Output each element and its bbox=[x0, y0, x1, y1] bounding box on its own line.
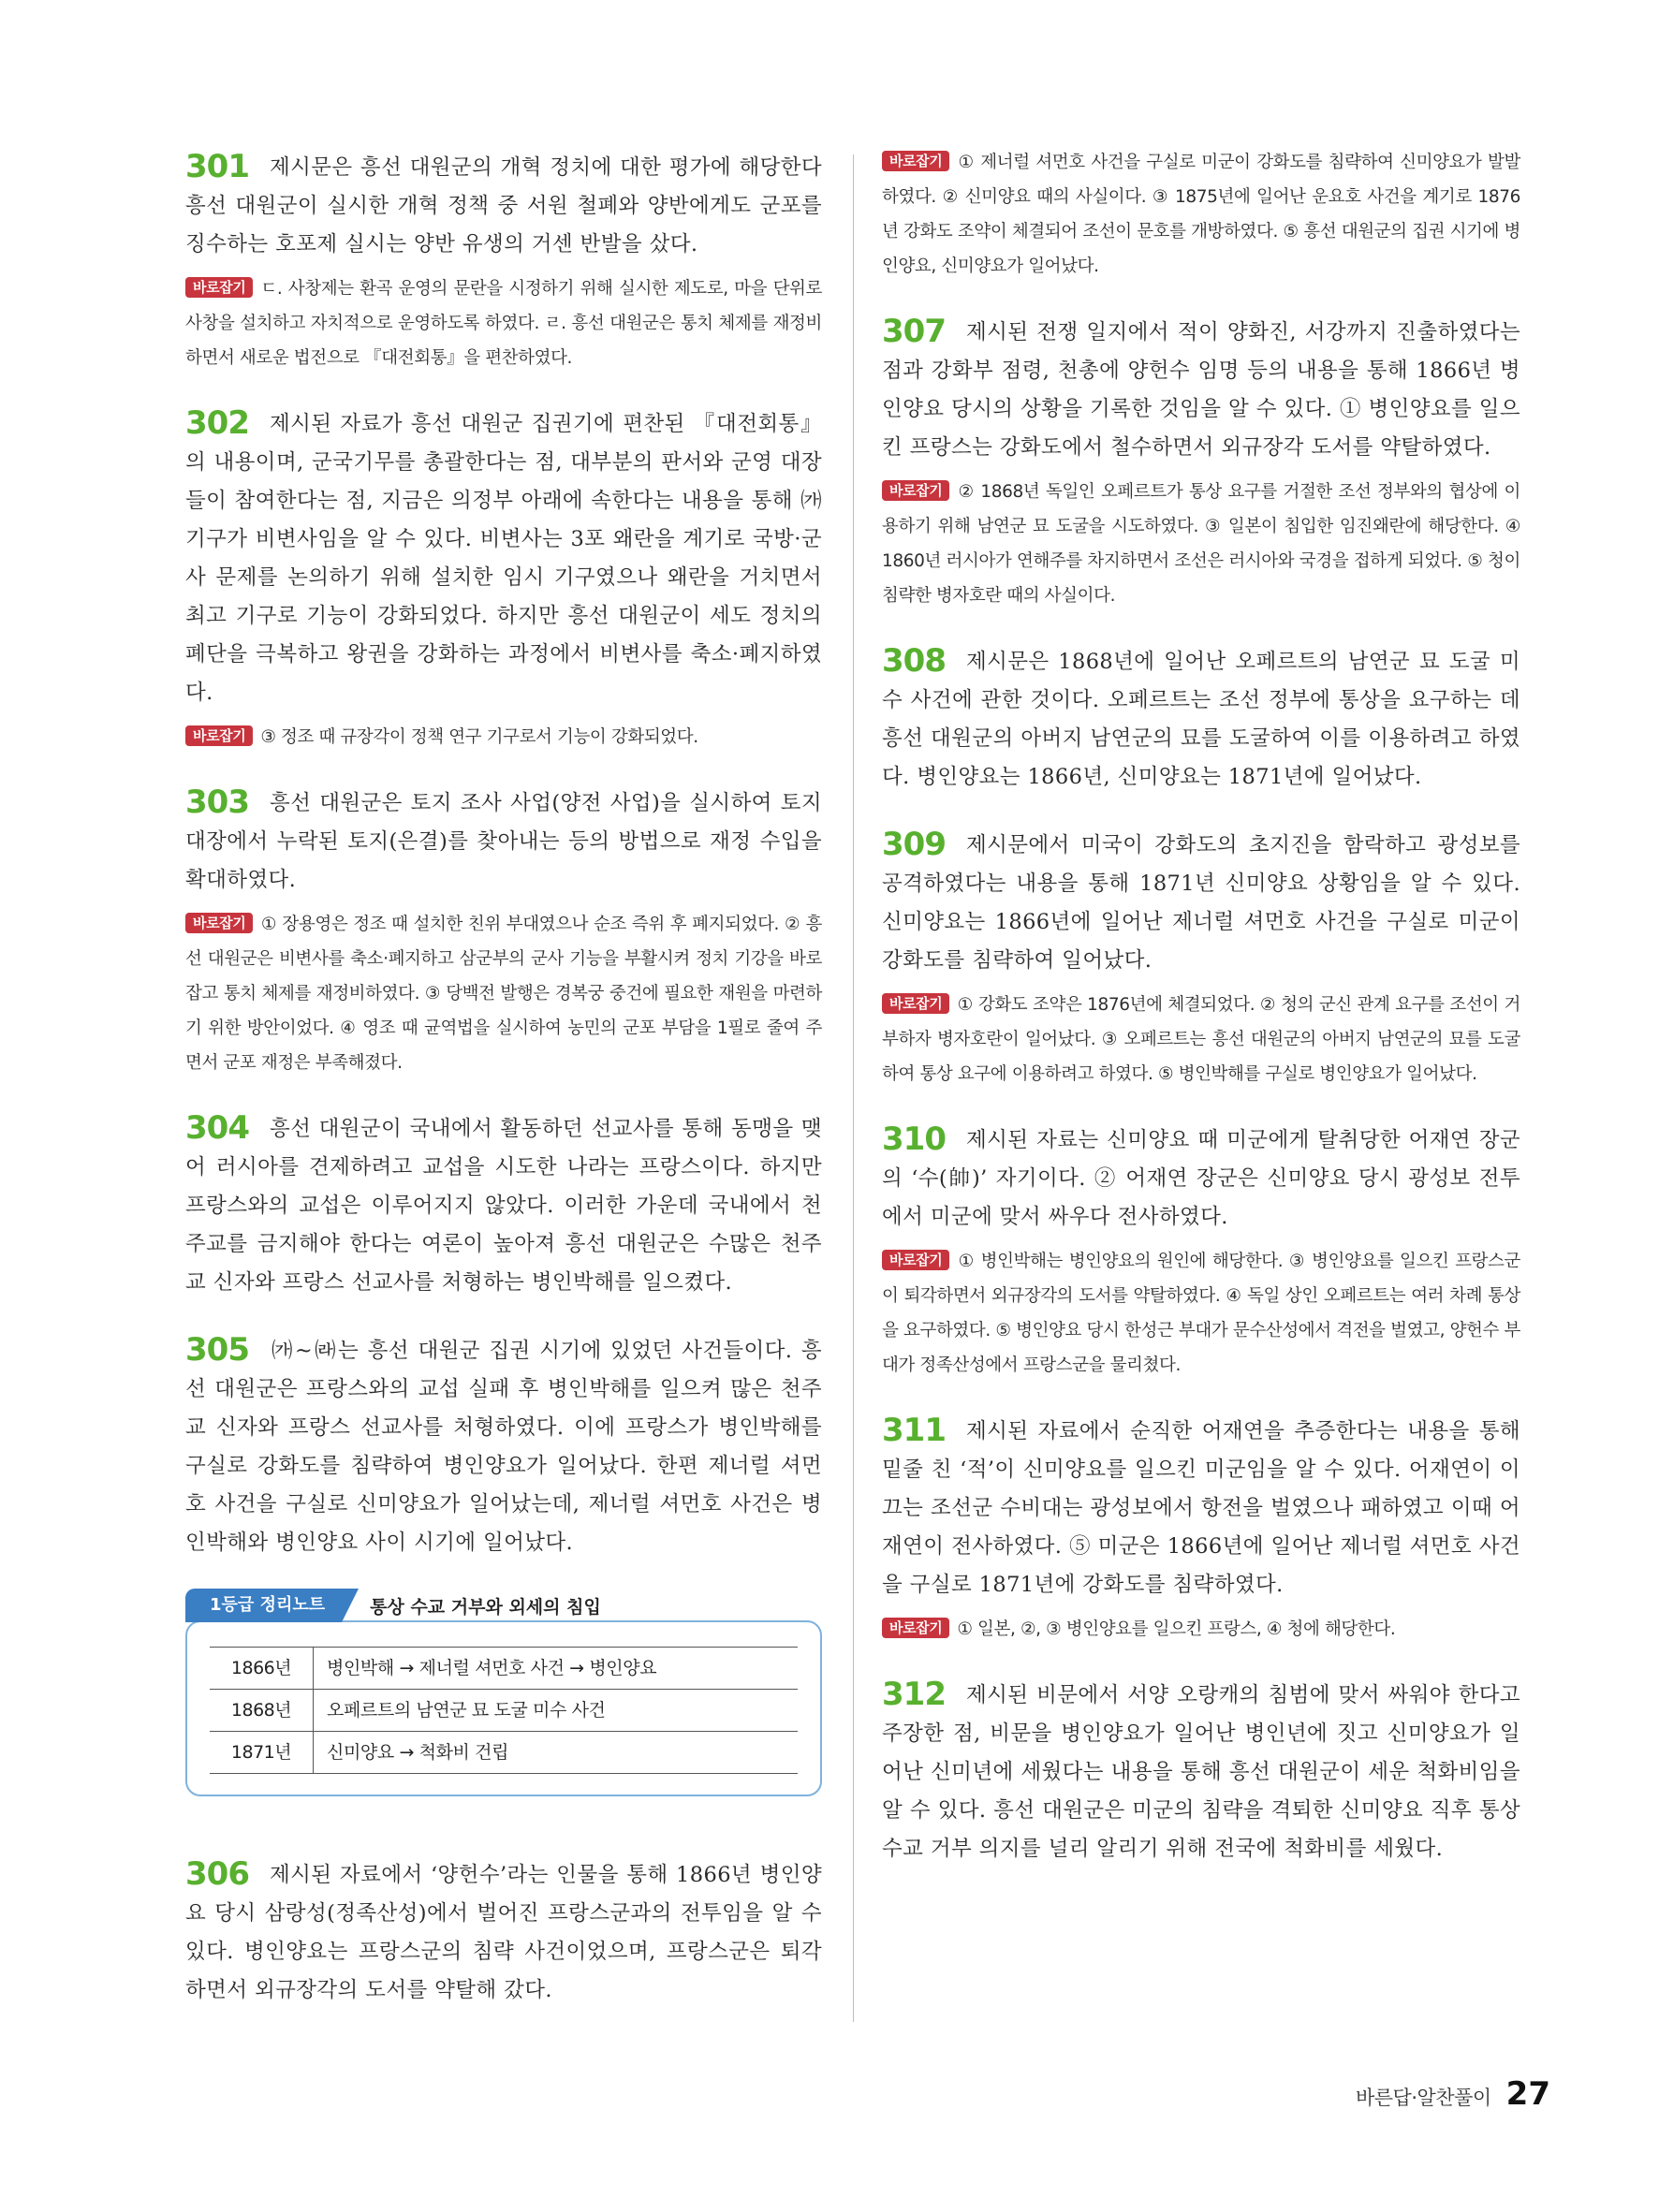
answer-paragraph bbox=[185, 1853, 822, 2010]
correction-text: ㄷ. 사창제는 환곡 운영의 문란을 시정하기 위해 실시한 제도로, 마을 단위로 사창을 설치하고 자치적으로 운영하도록 하였다. ㄹ. 흥선 대원군은 통치 체제를 재정비하면서 새로운 법전으로 『대전회통』을 편찬하였다. bbox=[185, 279, 822, 368]
correction-note bbox=[185, 271, 822, 375]
correction-note bbox=[882, 475, 1520, 613]
correction-note bbox=[882, 1244, 1520, 1383]
answer-304 bbox=[185, 1106, 822, 1302]
correction-text: ① 일본, ②, ③ 병인양요를 일으킨 프랑스, ④ 청에 해당한다. bbox=[957, 1619, 1396, 1639]
event-cell: 오페르트의 남연군 묘 도굴 미수 사건 bbox=[314, 1690, 799, 1732]
column-divider bbox=[853, 154, 854, 2022]
correction-badge: 바로잡기 bbox=[882, 1618, 949, 1638]
explanation-text: 제시된 자료에서 순직한 어재연을 추증한다는 내용을 통해 밑줄 친 ‘적’이 신미양요를 일으킨 미군임을 알 수 있다. 어재연이 이끄는 조선군 수비대는 광성보에서 항전을 벌였으나 패하였고 이때 어재연이 전사하였다. ⑤ 미군은 1866년에 일어난 제너럴 셔먼호 사건을 구실로 1871년에 강화도를 침략하였다. bbox=[882, 1419, 1520, 1597]
correction-badge: 바로잡기 bbox=[185, 725, 253, 746]
correction-badge: 바로잡기 bbox=[882, 151, 949, 171]
answer-306 bbox=[185, 1853, 822, 2010]
answer-paragraph bbox=[882, 823, 1520, 980]
summary-note-box bbox=[185, 1620, 822, 1796]
answer-paragraph bbox=[882, 310, 1520, 467]
correction-note bbox=[185, 720, 822, 754]
answer-paragraph bbox=[882, 1673, 1520, 1868]
correction-text: ① 장용영은 정조 때 설치한 친위 부대였으나 순조 즉위 후 폐지되었다. ② 흥선 대원군은 비변사를 축소·폐지하고 삼군부의 군사 기능을 부활시켜 정치 기강을 바로잡고 통치 체제를 재정비하였다. ③ 당백전 발행은 경복궁 중건에 필요한 재원을 마련하기 위한 방안이었다. ④ 영조 때 균역법을 실시하여 농민의 군포 부담을 1필로 줄여 주면서 군포 재정은 부족해졌다. bbox=[185, 915, 822, 1073]
explanation-text: 제시문은 흥선 대원군의 개혁 정치에 대한 평가에 해당한다 흥선 대원군이 실시한 개혁 정책 중 서원 철폐와 양반에게도 군포를 징수하는 호포제 실시는 양반 유생의 거센 반발을 샀다. bbox=[185, 155, 822, 256]
correction-text: ① 제너럴 셔먼호 사건을 구실로 미군이 강화도를 침략하여 신미양요가 발발하였다. ② 신미양요 때의 사실이다. ③ 1875년에 일어난 운요호 사건을 계기로 1876년 강화도 조약이 체결되어 조선이 문호를 개방하였다. ⑤ 흥선 대원군의 집권 시기에 병인양요, 신미양요가 일어났다. bbox=[882, 153, 1520, 276]
question-number: 310 bbox=[882, 1121, 946, 1158]
summary-note-header bbox=[185, 1589, 822, 1622]
answer-303 bbox=[185, 781, 822, 1080]
answer-311 bbox=[882, 1409, 1520, 1647]
explanation-text: 제시된 전쟁 일지에서 적이 양화진, 서강까지 진출하였다는 점과 강화부 점령, 천총에 양헌수 임명 등의 내용을 통해 1866년 병인양요 당시의 상황을 기록한 것임을 알 수 있다. ① 병인양요를 일으킨 프랑스는 강화도에서 철수하면서 외규장각 도서를 약탈하였다. bbox=[882, 320, 1520, 460]
right-column bbox=[882, 145, 1520, 1895]
explanation-text: 흥선 대원군이 국내에서 활동하던 선교사를 통해 동맹을 맺어 러시아를 견제하려고 교섭을 시도한 나라는 프랑스이다. 하지만 프랑스와의 교섭은 이루어지지 않았다. 이러한 가운데 국내에서 천주교를 금지해야 한다는 여론이 높아져 흥선 대원군은 수많은 천주교 신자와 프랑스 선교사를 처형하는 병인박해를 일으켰다. bbox=[185, 1117, 822, 1295]
answer-306-correction bbox=[882, 145, 1520, 284]
answer-309 bbox=[882, 823, 1520, 1091]
year-cell: 1866년 bbox=[210, 1648, 314, 1690]
correction-text: ③ 정조 때 규장각이 정책 연구 기구로서 기능이 강화되었다. bbox=[260, 727, 698, 747]
correction-text: ① 강화도 조약은 1876년에 체결되었다. ② 청의 군신 관계 요구를 조선이 거부하자 병자호란이 일어났다. ③ 오페르트는 흥선 대원군의 아버지 남연군의 묘를 도굴하여 통상 요구에 이용하려고 하였다. ⑤ 병인박해를 구실로 병인양요가 일어났다. bbox=[882, 995, 1520, 1084]
table-row bbox=[210, 1732, 798, 1774]
correction-badge: 바로잡기 bbox=[185, 913, 253, 933]
answer-301 bbox=[185, 145, 822, 375]
correction-badge: 바로잡기 bbox=[882, 480, 949, 501]
answer-paragraph bbox=[882, 1409, 1520, 1604]
answer-paragraph bbox=[185, 781, 822, 900]
question-number: 301 bbox=[185, 148, 249, 185]
year-cell: 1871년 bbox=[210, 1732, 314, 1774]
question-number: 309 bbox=[882, 826, 946, 863]
explanation-text: 제시된 비문에서 서양 오랑캐의 침범에 맞서 싸워야 한다고 주장한 점, 비문을 병인양요가 일어난 병인년에 짓고 신미양요가 일어난 신미년에 세웠다는 내용을 통해 흥선 대원군이 세운 척화비임을 알 수 있다. 흥선 대원군은 미군의 침략을 격퇴한 신미양요 직후 통상 수교 거부 의지를 널리 알리기 위해 전국에 척화비를 세웠다. bbox=[882, 1683, 1520, 1861]
correction-text: ① 병인박해는 병인양요의 원인에 해당한다. ③ 병인양요를 일으킨 프랑스군이 퇴각하면서 외규장각의 도서를 약탈하였다. ④ 독일 상인 오페르트는 여러 차례 통상을 요구하였다. ⑤ 병인양요 당시 한성근 부대가 문수산성에서 격전을 벌였고, 양헌수 부대가 정족산성에서 프랑스군을 물리쳤다. bbox=[882, 1252, 1520, 1375]
question-number: 312 bbox=[882, 1676, 946, 1713]
footer-book-label: 바른답·알찬풀이 bbox=[1355, 2087, 1491, 2109]
answer-paragraph bbox=[185, 145, 822, 264]
answer-paragraph bbox=[882, 639, 1520, 797]
answer-308 bbox=[882, 639, 1520, 797]
correction-note bbox=[882, 1612, 1520, 1647]
question-number: 302 bbox=[185, 404, 249, 442]
correction-note bbox=[882, 145, 1520, 284]
question-number: 305 bbox=[185, 1331, 249, 1369]
page-number: 27 bbox=[1505, 2075, 1550, 2113]
answer-312 bbox=[882, 1673, 1520, 1868]
answer-302 bbox=[185, 402, 822, 754]
explanation-text: 제시문에서 미국이 강화도의 초지진을 함락하고 광성보를 공격하였다는 내용을 통해 1871년 신미양요 상황임을 알 수 있다. 신미양요는 1866년에 일어난 제너럴 셔먼호 사건을 구실로 미군이 강화도를 침략하여 일어났다. bbox=[882, 833, 1520, 973]
explanation-text: ㈎~㈑는 흥선 대원군 집권 시기에 있었던 사건들이다. 흥선 대원군은 프랑스와의 교섭 실패 후 병인박해를 일으켜 많은 천주교 신자와 프랑스 선교사를 처형하였다. 이에 프랑스가 병인박해를 구실로 강화도를 침략하여 병인양요가 일어났다. 한편 제너럴 셔먼호 사건을 구실로 신미양요가 일어났는데, 제너럴 셔먼호 사건은 병인박해와 병인양요 사이 시기에 일어났다. bbox=[185, 1339, 822, 1555]
correction-note bbox=[882, 988, 1520, 1091]
left-column bbox=[185, 145, 822, 2036]
question-number: 307 bbox=[882, 313, 946, 350]
explanation-text: 제시된 자료에서 ‘양헌수’라는 인물을 통해 1866년 병인양요 당시 삼랑성(정족산성)에서 벌어진 프랑스군과의 전투임을 알 수 있다. 병인양요는 프랑스군의 침략 사건이었으며, 프랑스군은 퇴각하면서 외규장각의 도서를 약탈해 갔다. bbox=[185, 1863, 822, 2002]
question-number: 303 bbox=[185, 784, 249, 821]
answer-310 bbox=[882, 1118, 1520, 1383]
explanation-text: 제시된 자료가 흥선 대원군 집권기에 편찬된 『대전회통』의 내용이며, 군국기무를 총괄한다는 점, 대부분의 판서와 군영 대장들이 참여한다는 점, 지금은 의정부 아래에 속한다는 내용을 통해 ㈎ 기구가 비변사임을 알 수 있다. 비변사는 3포 왜란을 계기로 국방·군사 문제를 논의하기 위해 설치한 임시 기구였으나 왜란을 거치면서 최고 기구로 기능이 강화되었다. 하지만 흥선 대원군이 세도 정치의 폐단을 극복하고 왕권을 강화하는 과정에서 비변사를 축소·폐지하였다. bbox=[185, 412, 822, 705]
timeline-table bbox=[210, 1647, 798, 1774]
year-cell: 1868년 bbox=[210, 1690, 314, 1732]
explanation-text: 제시된 자료는 신미양요 때 미군에게 탈취당한 어재연 장군의 ‘수(帥)’ 자기이다. ② 어재연 장군은 신미양요 당시 광성보 전투에서 미군에 맞서 싸우다 전사하였다. bbox=[882, 1128, 1520, 1229]
event-cell: 병인박해 → 제너럴 셔먼호 사건 → 병인양요 bbox=[314, 1648, 799, 1690]
correction-text: ② 1868년 독일인 오페르트가 통상 요구를 거절한 조선 정부와의 협상에 이용하기 위해 남연군 묘 도굴을 시도하였다. ③ 일본이 침입한 임진왜란에 해당한다. ④ 1860년 러시아가 연해주를 차지하면서 조선은 러시아와 국경을 접하게 되었다. ⑤ 청이 침략한 병자호란 때의 사실이다. bbox=[882, 482, 1520, 606]
correction-badge: 바로잡기 bbox=[185, 277, 253, 298]
explanation-text: 제시문은 1868년에 일어난 오페르트의 남연군 묘 도굴 미수 사건에 관한 것이다. 오페르트는 조선 정부에 통상을 요구하는 데 흥선 대원군의 아버지 남연군의 묘를 도굴하여 이를 이용하려고 하였다. 병인양요는 1866년, 신미양요는 1871년에 일어났다. bbox=[882, 650, 1520, 789]
page-footer bbox=[1356, 2075, 1550, 2113]
answer-paragraph bbox=[185, 402, 822, 712]
correction-badge: 바로잡기 bbox=[882, 1250, 949, 1270]
answer-paragraph bbox=[882, 1118, 1520, 1237]
answer-307 bbox=[882, 310, 1520, 613]
question-number: 308 bbox=[882, 642, 946, 680]
summary-note-label: 1등급 정리노트 bbox=[185, 1589, 342, 1622]
question-number: 306 bbox=[185, 1855, 249, 1893]
question-number: 304 bbox=[185, 1109, 249, 1147]
event-cell: 신미양요 → 척화비 건립 bbox=[314, 1732, 799, 1774]
answer-paragraph bbox=[185, 1328, 822, 1562]
explanation-text: 흥선 대원군은 토지 조사 사업(양전 사업)을 실시하여 토지 대장에서 누락된 토지(은결)를 찾아내는 등의 방법으로 재정 수입을 확대하였다. bbox=[185, 791, 822, 892]
correction-note bbox=[185, 907, 822, 1080]
answer-paragraph bbox=[185, 1106, 822, 1302]
answer-305 bbox=[185, 1328, 822, 1562]
table-row bbox=[210, 1648, 798, 1690]
summary-note-title: 통상 수교 거부와 외세의 침입 bbox=[370, 1596, 601, 1618]
table-row bbox=[210, 1690, 798, 1732]
summary-note bbox=[185, 1589, 822, 1796]
correction-badge: 바로잡기 bbox=[882, 993, 949, 1014]
question-number: 311 bbox=[882, 1412, 946, 1449]
